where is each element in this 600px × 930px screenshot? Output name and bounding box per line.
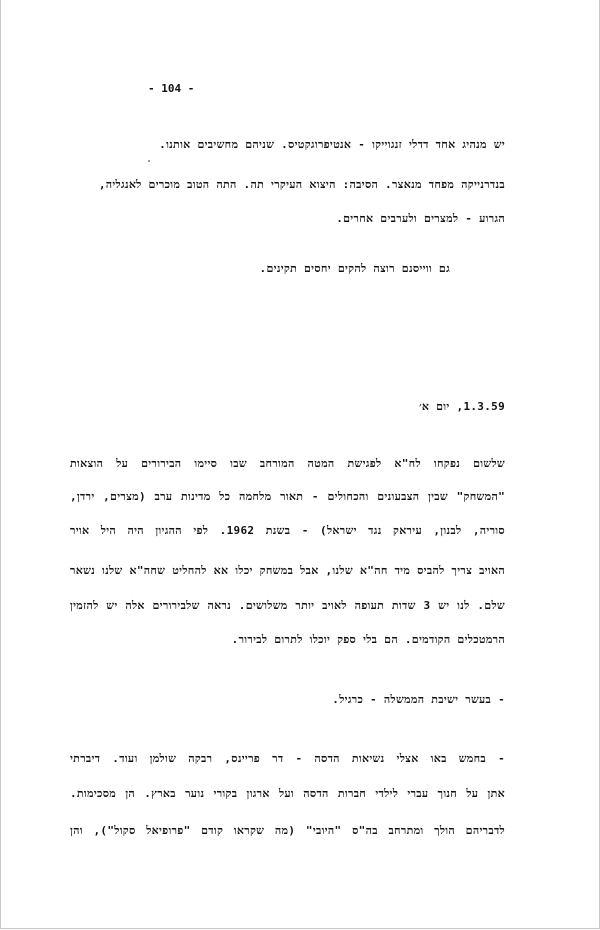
p1-line-2: בנדרנייקה מפחד מנאצר. הסיבה: היצוא העיקרי תה. התה הטוב מוכרים לאנגליה, <box>98 178 505 191</box>
item-2-line-3: לדבריהם הולך ומתרחב בה"ס "היובי" (מה שקראו קודם "פרופיאל סקול"), והן <box>70 824 505 837</box>
stray-dot <box>148 160 150 162</box>
p1-line-3: הגרוע - למצרים ולערבים אחרים. <box>336 212 505 225</box>
p3-line-4: האויב צריך להביס מיד חה"א שלנו, אבל במשחק יכלו אא להחליט שחה"א שלנו נשאר <box>70 564 505 577</box>
p3-line-5: שלם. לנו יש 3 שדות תעופה לאויב יותר משלושים. נראה שלבירורים אלה יש להזמין <box>70 599 505 612</box>
item-2-line-2: אתן על חנוך עברי לילדי חברות הדסה ועל ארגון בקורי נוער בארץ. הן מסכימות. <box>70 787 505 800</box>
item-1: - בעשר ישיבת הממשלה - כרגיל. <box>332 693 505 706</box>
item-2-line-1: - בחמש באו אצלי נשיאות הדסה - דר פריינס, רבקה שולמן ועוד. דיברתי <box>70 752 505 765</box>
p3-line-3: סוריה, לבנון, עיראק נגד ישראל) - בשנת 1962. לפי ההגיון היה היל אויר <box>70 524 505 537</box>
p3-line-1: שלשום נפקחו לח"א לפגישת המטה המורחב שבו סיימו הבירורים על הוצאות <box>70 457 505 470</box>
page-number: - 104 - <box>148 82 195 95</box>
p3-line-6: הרמטכלים הקודמים. הם בלי ספק יוכלו לתרום לבירור. <box>231 633 505 646</box>
p2-line: גם ווייסנם רוצה להקים יחסים תקינים. <box>259 262 450 275</box>
p3-line-2: "המשחק" שבין הצבעונים והכחולים - תאור מלחמה כל מדינות ערב (מצרים, ירדן, <box>70 490 505 503</box>
date-heading: 1.3.59, יום א׳ <box>419 400 505 413</box>
p1-line-1: יש מנהיג אחד דדלי זנגוייקו - אנטיפרוגקטיס. שניהם מחשיבים אותנו. <box>159 138 505 151</box>
